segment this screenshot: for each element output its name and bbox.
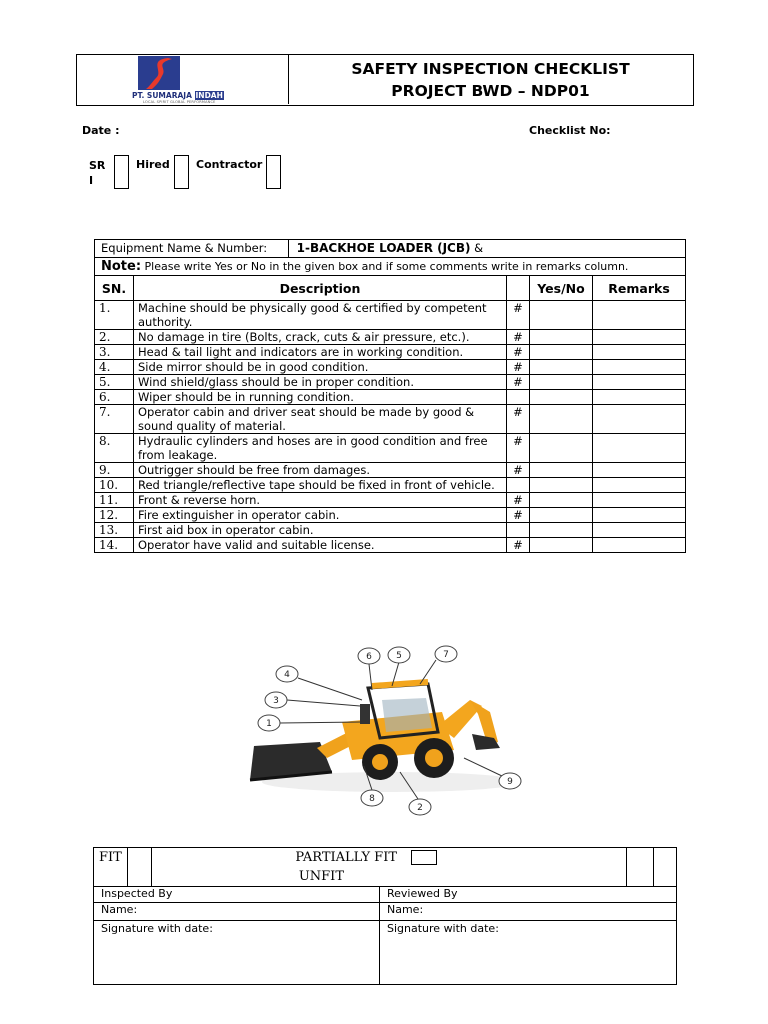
row-mark <box>507 390 530 405</box>
row-mark: # <box>507 330 530 345</box>
company-name-highlight: INDAH <box>195 91 223 100</box>
row-yes-no-field[interactable] <box>530 434 593 463</box>
row-yes-no-field[interactable] <box>530 508 593 523</box>
equipment-cell <box>95 240 686 258</box>
row-remarks-field[interactable] <box>593 463 686 478</box>
row-sn: 9. <box>95 463 134 478</box>
row-sn: 2. <box>95 330 134 345</box>
row-yes-no-field[interactable] <box>530 375 593 390</box>
callout-4: 4 <box>284 670 290 680</box>
row-sn: 12. <box>95 508 134 523</box>
row-yes-no-field[interactable] <box>530 493 593 508</box>
row-description: Operator have valid and suitable license. <box>134 538 507 553</box>
company-name <box>132 91 224 100</box>
row-mark: # <box>507 508 530 523</box>
remarks-header: Remarks <box>593 276 686 301</box>
row-yes-no-field[interactable] <box>530 390 593 405</box>
table-row <box>95 478 686 493</box>
row-description: First aid box in operator cabin. <box>134 523 507 538</box>
row-sn: 1. <box>95 301 134 330</box>
row-remarks-field[interactable] <box>593 345 686 360</box>
table-row <box>95 405 686 434</box>
row-mark: # <box>507 493 530 508</box>
signoff-signature-row <box>94 921 677 985</box>
table-row <box>95 375 686 390</box>
callout-1: 1 <box>266 719 272 729</box>
date-label: Date : <box>82 124 120 137</box>
note-text: Please write Yes or No in the given box and if some comments write in remarks column. <box>144 260 629 273</box>
equipment-suffix: & <box>474 241 484 255</box>
row-description: Machine should be physically good & certified by competent authority. <box>134 301 507 330</box>
row-mark: # <box>507 405 530 434</box>
row-remarks-field[interactable] <box>593 523 686 538</box>
row-description: Operator cabin and driver seat should be made by good & sound quality of material. <box>134 405 507 434</box>
checklist-rows <box>95 301 686 553</box>
reviewer-name-label[interactable]: Name: <box>380 903 677 921</box>
company-logo <box>77 55 289 104</box>
row-yes-no-field[interactable] <box>530 330 593 345</box>
reviewer-signature-label[interactable]: Signature with date: <box>380 921 677 985</box>
row-mark: # <box>507 375 530 390</box>
fit-label: FIT <box>94 848 128 887</box>
table-row <box>95 301 686 330</box>
row-remarks-field[interactable] <box>593 330 686 345</box>
option-contractor-checkbox[interactable] <box>266 155 281 189</box>
row-yes-no-field[interactable] <box>530 478 593 493</box>
row-mark: # <box>507 345 530 360</box>
row-mark <box>507 478 530 493</box>
table-row <box>95 390 686 405</box>
row-description: No damage in tire (Bolts, crack, cuts & air pressure, etc.). <box>134 330 507 345</box>
company-name-text: PT. SUMARAJA <box>132 91 192 100</box>
row-description: Hydraulic cylinders and hoses are in good condition and free from leakage. <box>134 434 507 463</box>
row-sn: 6. <box>95 390 134 405</box>
row-yes-no-field[interactable] <box>530 523 593 538</box>
row-mark <box>507 523 530 538</box>
partially-fit-label: PARTIALLY FIT <box>295 850 397 865</box>
callout-9: 9 <box>507 777 513 787</box>
row-yes-no-field[interactable] <box>530 463 593 478</box>
sn-header: SN. <box>95 276 134 301</box>
row-sn: 14. <box>95 538 134 553</box>
row-description: Outrigger should be free from damages. <box>134 463 507 478</box>
option-sri-checkbox[interactable] <box>114 155 129 189</box>
row-remarks-field[interactable] <box>593 390 686 405</box>
row-sn: 7. <box>95 405 134 434</box>
callout-5: 5 <box>396 651 402 661</box>
table-row <box>95 508 686 523</box>
callout-7: 7 <box>443 650 449 660</box>
note-cell <box>95 258 686 276</box>
option-contractor-label: Contractor <box>196 158 263 171</box>
row-mark: # <box>507 538 530 553</box>
row-description: Fire extinguisher in operator cabin. <box>134 508 507 523</box>
row-yes-no-field[interactable] <box>530 345 593 360</box>
row-yes-no-field[interactable] <box>530 538 593 553</box>
table-row <box>95 434 686 463</box>
row-mark: # <box>507 301 530 330</box>
callout-8: 8 <box>369 794 375 804</box>
table-row <box>95 493 686 508</box>
signoff-header-row <box>94 887 677 903</box>
row-sn: 3. <box>95 345 134 360</box>
document-title <box>289 55 692 104</box>
row-sn: 4. <box>95 360 134 375</box>
row-remarks-field[interactable] <box>593 375 686 390</box>
backhoe-loader-picture <box>232 642 532 820</box>
row-description: Wind shield/glass should be in proper condition. <box>134 375 507 390</box>
description-header: Description <box>134 276 507 301</box>
row-description: Red triangle/reflective tape should be fixed in front of vehicle. <box>134 478 507 493</box>
table-row <box>95 538 686 553</box>
unfit-checkbox[interactable] <box>627 848 654 887</box>
company-tagline: LOCAL SPIRIT GLOBAL PERFORMANCE <box>143 100 216 104</box>
row-remarks-field[interactable] <box>593 405 686 434</box>
inspection-checklist-table <box>94 239 686 553</box>
title-line-1: SAFETY INSPECTION CHECKLIST <box>351 60 630 78</box>
row-yes-no-field[interactable] <box>530 301 593 330</box>
unfit-label: UNFIT <box>298 869 344 884</box>
fitness-signoff-table <box>93 847 677 985</box>
row-description: Side mirror should be in good condition. <box>134 360 507 375</box>
partially-fit-cell <box>152 848 627 887</box>
equipment-value: 1-BACKHOE LOADER (JCB) <box>296 241 471 255</box>
inspector-signature-label[interactable]: Signature with date: <box>94 921 380 985</box>
row-sn: 8. <box>95 434 134 463</box>
partially-fit-checkbox[interactable] <box>411 850 437 865</box>
row-yes-no-field[interactable] <box>530 360 593 375</box>
logo-s-icon <box>138 56 180 90</box>
row-mark: # <box>507 360 530 375</box>
note-row <box>95 258 686 276</box>
mark-header <box>507 276 530 301</box>
equipment-label: Equipment Name & Number: <box>95 240 289 257</box>
row-remarks-field[interactable] <box>593 508 686 523</box>
row-remarks-field[interactable] <box>593 301 686 330</box>
unfit-extra-cell <box>654 848 677 887</box>
table-row <box>95 523 686 538</box>
row-yes-no-field[interactable] <box>530 405 593 434</box>
equipment-row <box>95 240 686 258</box>
title-line-2: PROJECT BWD – NDP01 <box>391 82 590 100</box>
signoff-name-row <box>94 903 677 921</box>
row-mark: # <box>507 434 530 463</box>
inspected-by-label: Inspected By <box>94 887 380 903</box>
callout-6: 6 <box>366 652 372 662</box>
row-sn: 13. <box>95 523 134 538</box>
table-header-row <box>95 276 686 301</box>
row-remarks-field[interactable] <box>593 434 686 463</box>
row-sn: 5. <box>95 375 134 390</box>
option-hired-checkbox[interactable] <box>174 155 189 189</box>
table-row <box>95 330 686 345</box>
row-description: Wiper should be in running condition. <box>134 390 507 405</box>
row-remarks-field[interactable] <box>593 493 686 508</box>
backhoe-loader-svg <box>232 642 532 820</box>
callout-3: 3 <box>273 696 279 706</box>
row-description: Front & reverse horn. <box>134 493 507 508</box>
yes-no-header: Yes/No <box>530 276 593 301</box>
callout-2: 2 <box>417 803 423 813</box>
reviewed-by-label: Reviewed By <box>380 887 677 903</box>
inspector-name-label[interactable]: Name: <box>94 903 380 921</box>
document-header <box>76 54 694 106</box>
fitness-row <box>94 848 677 887</box>
row-sn: 10. <box>95 478 134 493</box>
note-label: Note: <box>101 259 142 274</box>
row-mark: # <box>507 463 530 478</box>
row-remarks-field[interactable] <box>593 478 686 493</box>
row-remarks-field[interactable] <box>593 360 686 375</box>
table-row <box>95 345 686 360</box>
option-hired-label: Hired <box>136 158 170 171</box>
option-sri-label: SR I <box>89 159 106 187</box>
fit-checkbox[interactable] <box>128 848 152 887</box>
table-row <box>95 360 686 375</box>
row-description: Head & tail light and indicators are in working condition. <box>134 345 507 360</box>
checklist-no-label: Checklist No: <box>529 124 611 137</box>
table-row <box>95 463 686 478</box>
row-sn: 11. <box>95 493 134 508</box>
row-remarks-field[interactable] <box>593 538 686 553</box>
